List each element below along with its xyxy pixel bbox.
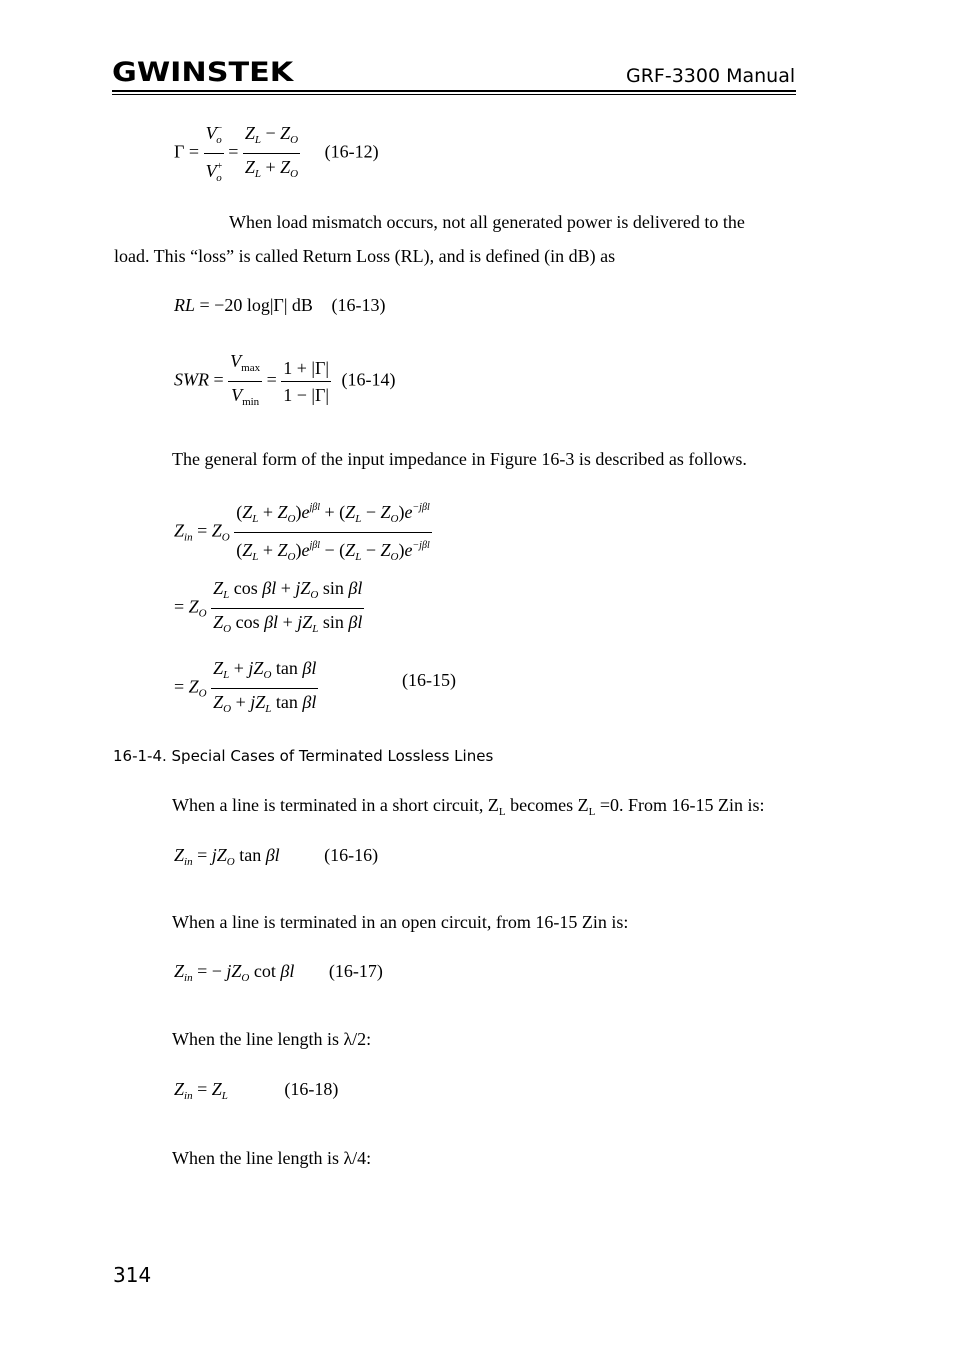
manual-title: GRF-3300 Manual [626, 65, 796, 87]
equation-number: (16-13) [331, 295, 386, 315]
equation-number: (16-16) [324, 845, 379, 865]
equation-number: (16-15) [402, 670, 456, 690]
equation-number: (16-17) [328, 961, 383, 981]
equation-16-15-line3: = $Z_O$ $\frac{Z_L + jZ_O \tan \beta l}{Z_O + jZ_L \tan \beta l}$ [174, 655, 318, 722]
equation-16-18: $Z_{in} = Z_L$ (16-18) [174, 1079, 339, 1102]
equation-16-14: SWR = $\frac{V_{max}}{V_{min}}$ = $\frac{1 + |\Gamma|}{1 - |\Gamma|}$ (16-14) [174, 348, 396, 415]
paragraph-line: The general form of the input impedance in Figure 16-3 is described as follows. [172, 449, 747, 469]
brand-logo: GWINSTEK [112, 57, 294, 88]
paragraph-line: When load mismatch occurs, not all generated power is delivered to the [229, 212, 745, 232]
section-title: 16-1-4. Special Cases of Terminated Lossless Lines [113, 747, 494, 765]
paragraph-line: When a line is terminated in a short circuit, $Z_L$ becomes $Z_L =0$. From 16-15 Zin is: [172, 795, 765, 818]
text-fragment: =0. From 16-15 Zin is: [595, 795, 765, 815]
paragraph-line: When a line is terminated in an open circuit, from 16-15 Zin is: [172, 912, 629, 932]
text-fragment: becomes Z [505, 795, 589, 815]
equation-number: (16-18) [284, 1079, 339, 1099]
equation-number: (16-14) [341, 369, 396, 390]
text-fragment: When a line is terminated in a short circuit, Z [172, 795, 499, 815]
equation-16-16: $Z_{in} = jZ_O$ tan βl (16-16) [174, 845, 379, 868]
equation-number: (16-12) [324, 141, 379, 162]
header-rule-thin [112, 94, 796, 95]
equation-16-17: $Z_{in}$ = − $jZ_O$ cot βl (16-17) [174, 961, 383, 984]
equation-16-13: RL = −20 log|Γ| dB (16-13) [174, 295, 386, 315]
header-rule [112, 90, 796, 92]
equation-16-15-line2: = $Z_O$ $\frac{Z_L \cos \beta l + jZ_O \sin \beta l}{Z_O \cos \beta l + jZ_L \sin \beta l}$ [174, 575, 364, 642]
equation-16-12: Γ = $\frac{V^-_o}{V^+_o}$ = $\frac{Z_L - Z_O}{Z_L + Z_O}$ (16-12) [174, 116, 379, 191]
page-number: 314 [113, 1263, 152, 1287]
paragraph-line: When the line length is λ/2: [172, 1029, 372, 1049]
equation-16-15-line1: $Z_{in} = Z_O$ $\frac{(Z_L + Z_O)e^{j\beta l} + (Z_L - Z_O)e^{-j\beta l}}{(Z_L + Z_O)e^{j\beta l} - (Z_L - Z_O)e^{-j\beta l}}$ [174, 495, 432, 570]
paragraph-line: load. This “loss” is called Return Loss (RL), and is defined (in dB) as [114, 246, 616, 266]
paragraph-line: When the line length is λ/4: [172, 1148, 372, 1168]
